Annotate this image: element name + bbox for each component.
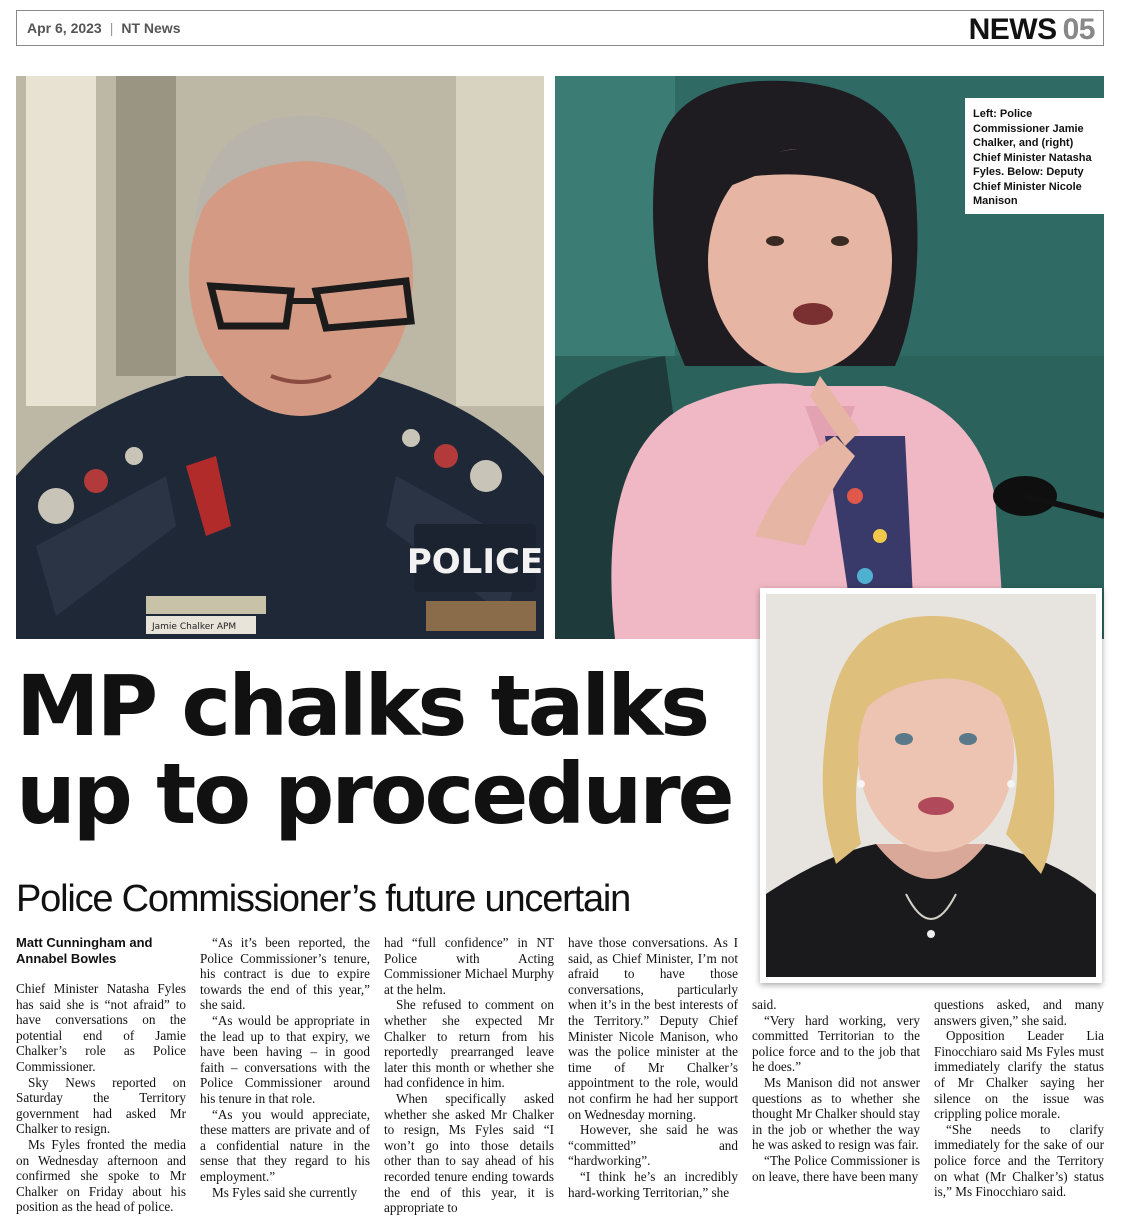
publication-name: NT News: [121, 20, 181, 36]
article-paragraph: “The Police Commissioner is on leave, there have been many: [752, 1152, 920, 1184]
article-column-2: [200, 935, 370, 1200]
header-dateline: [27, 20, 180, 36]
police-badge-text: POLICE: [406, 542, 544, 582]
deputy-chief-minister-photo: [760, 588, 1102, 983]
article-paragraph: Ms Fyles said she currently: [212, 1184, 358, 1200]
article-paragraph: Chief Minister Natasha Fyles has said she is “not afraid” to have conversations on the potential end of Jamie Chalker’s role as Police Commissioner.: [16, 981, 186, 1074]
article-paragraph: “Very hard working, very committed Territorian to the police force and to the job that he does.”: [752, 1012, 920, 1075]
article-paragraph: said.: [752, 997, 777, 1012]
article-paragraph: “As would be appropriate in the lead up to that expiry, we have been having – in good faith – conversations with the Police Commissioner around his tenure in that role.: [200, 1012, 370, 1106]
article-paragraph: “I think he’s an incredibly hard-working Territorian,” she: [568, 1168, 738, 1200]
article-paragraph: Sky News reported on Saturday the Territory government had asked Mr Chalker to resign.: [16, 1074, 186, 1137]
article-paragraph: When specifically asked whether she asked Mr Chalker to resign, Ms Fyles said “I won’t go into those details other than to say ahead of his recorded tenure ending towards the end of this year, it is appropriate to: [384, 1090, 554, 1216]
article-paragraph: “She needs to clarify immediately for the sake of our police force and the Territory on what (Mr Chalker’s) status is,” Ms Finocchiaro said.: [934, 1121, 1104, 1200]
headline: [16, 657, 756, 843]
article-column-4: [568, 935, 738, 1200]
article-column-1: [16, 981, 186, 1215]
police-commissioner-photo: [16, 76, 544, 639]
byline: Matt Cunningham and Annabel Bowles: [16, 935, 153, 966]
article-paragraph: Ms Manison did not answer questions as to whether she thought Mr Chalker should stay in the job or whether the way he was asked to resign was fair.: [752, 1074, 920, 1153]
article-paragraph: She refused to comment on whether she expected Mr Chalker to return from his reportedly prearranged leave later this month or whether she had confidence in him.: [384, 997, 554, 1091]
police-commissioner-illustration: [16, 76, 544, 639]
section-label: [969, 13, 1095, 47]
article-paragraph: “As you would appreciate, these matters are private and of a confidential nature in the sense that they regard to his employment.”: [200, 1106, 370, 1184]
page-number: 05: [1062, 13, 1095, 46]
section-name: NEWS: [968, 13, 1057, 46]
photo-caption: Left: Police Commissioner Jamie Chalker, and (right) Chief Minister Natasha Fyles. Below: Deputy Chief Minister Nicole Manison: [965, 98, 1104, 214]
subheadline: Police Commissioner’s future uncertain: [16, 878, 631, 920]
article-paragraph: have those conversations. As I said, as Chief Minister, I’m not afraid to have those conversations, particularly when it’s in the best interests of the Territory.” Deputy Chief Minister Nicole Manison, who was the police minister at the time of Mr Chalker’s appointment to the role, would not confirm he had her support on Wednesday morning.: [568, 935, 738, 1122]
header-separator: |: [109, 20, 114, 36]
article-column-6: [934, 997, 1104, 1200]
headline-line-2: up to procedure: [16, 745, 732, 843]
article-column-5: [752, 997, 920, 1184]
article-paragraph: “As it’s been reported, the Police Commissioner’s tenure, his contract is due to expire towards the end of this year,” she said.: [200, 935, 370, 1013]
article-paragraph: Ms Fyles fronted the media on Wednesday afternoon and confirmed she spoke to Mr Chalker on Friday about his position as the head of police.: [16, 1136, 186, 1215]
name-tag-text: Jamie Chalker APM: [152, 622, 237, 632]
article-paragraph: questions asked, and many answers given,” she said.: [934, 997, 1104, 1028]
article-paragraph: had “full confidence” in NT Police with Acting Commissioner Michael Murphy at the helm.: [384, 935, 554, 997]
article-paragraph: Opposition Leader Lia Finocchiaro said Ms Fyles must immediately clarify the status of Mr Chalker saying her silence on the issue was crippling police morale.: [934, 1028, 1104, 1122]
article-paragraph: However, she said he was “committed” and “hardworking”.: [568, 1122, 738, 1169]
article-column-3: [384, 935, 554, 1216]
page-header: [16, 10, 1104, 46]
headline-line-1: MP chalks talks: [16, 657, 708, 755]
issue-date: Apr 6, 2023: [27, 20, 102, 36]
deputy-chief-minister-illustration: [766, 594, 1096, 977]
